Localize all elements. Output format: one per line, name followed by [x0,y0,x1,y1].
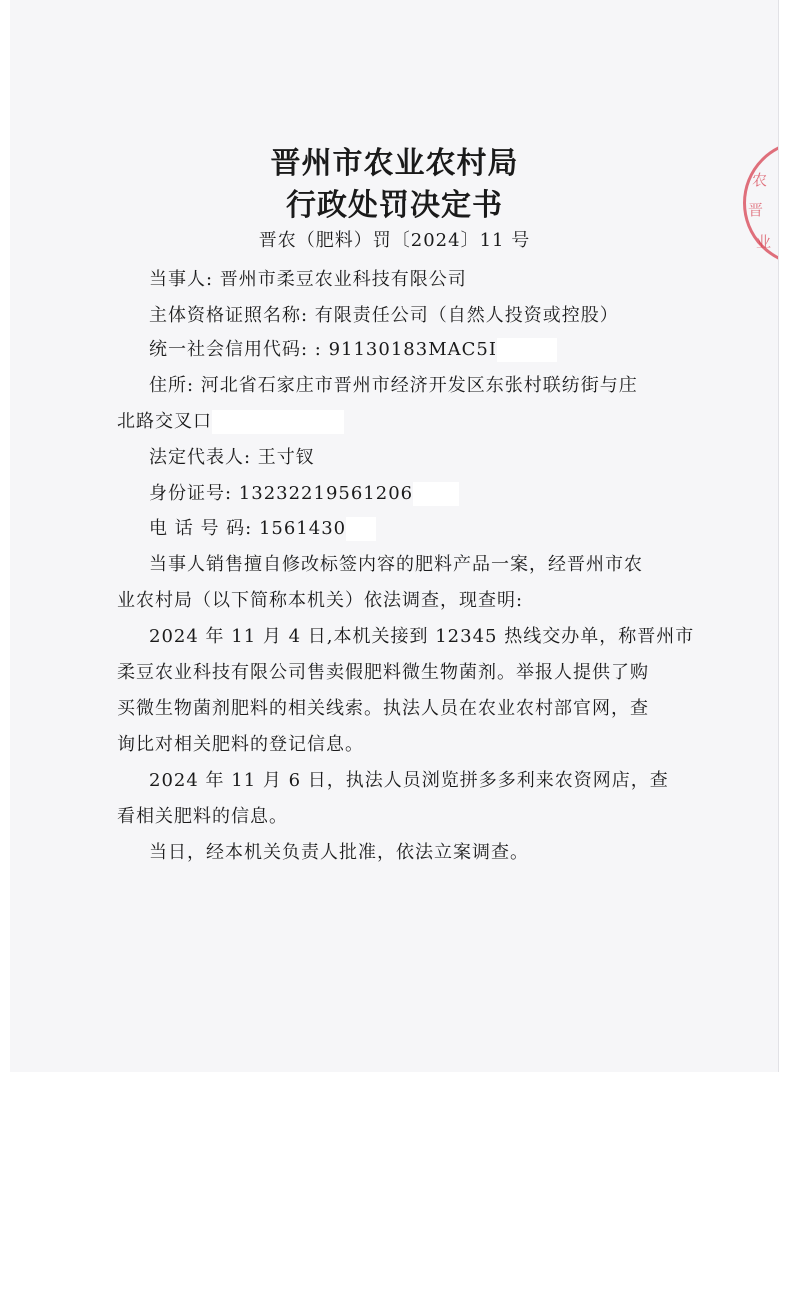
redaction-box [497,338,557,362]
credit-code [149,338,557,362]
document-title-line1: 晋州市农业农村局 [270,146,519,181]
entity-type: 主体资格证照名称: 有限责任公司（自然人投资或控股） [149,305,619,326]
body-line: 当日，经本机关负责人批准，依法立案调查。 [149,842,529,863]
redaction-box [346,517,376,541]
body-line: 2024 年 11 月 4 日,本机关接到 12345 热线交办单，称晋州市 [149,626,695,647]
body-line: 看相关肥料的信息。 [117,806,288,827]
id-number-text: 身份证号: 13232219561206 [149,483,414,504]
seal-char: 农 [752,171,768,189]
legal-representative: 法定代表人: 王寸钗 [149,447,315,468]
body-line: 2024 年 11 月 6 日，执法人员浏览拼多多利来农资网店，查 [149,770,669,791]
body-line: 柔豆农业科技有限公司售卖假肥料微生物菌剂。举报人提供了购 [117,662,649,683]
redaction-box [212,410,344,434]
body-line: 询比对相关肥料的登记信息。 [117,734,364,755]
body-line: 当事人销售擅自修改标签内容的肥料产品一案，经晋州市农 [149,554,643,575]
address-line1: 住所: 河北省石家庄市晋州市经济开发区东张村联纺街与庄 [149,375,638,396]
document-number: 晋农（肥料）罚〔2024〕11 号 [258,230,531,251]
body-line: 买微生物菌剂肥料的相关线索。执法人员在农业农村部官网，查 [117,698,649,719]
party-name: 当事人: 晋州市柔豆农业科技有限公司 [149,269,467,290]
address-line2 [117,410,344,434]
document-title-line2: 行政处罚决定书 [286,188,503,223]
address-line2-text: 北路交叉口 [117,411,212,432]
phone-number [149,517,376,541]
id-number [149,482,459,506]
phone-number-text: 电 话 号 码: 1561430 [149,518,347,539]
seal-char: 晋 [748,201,764,219]
redaction-box [413,482,459,506]
credit-code-text: 统一社会信用代码: : 91130183MAC5I [149,339,497,360]
seal-char: 业 [756,233,772,251]
body-line: 业农村局（以下简称本机关）依法调查，现查明: [117,590,524,611]
